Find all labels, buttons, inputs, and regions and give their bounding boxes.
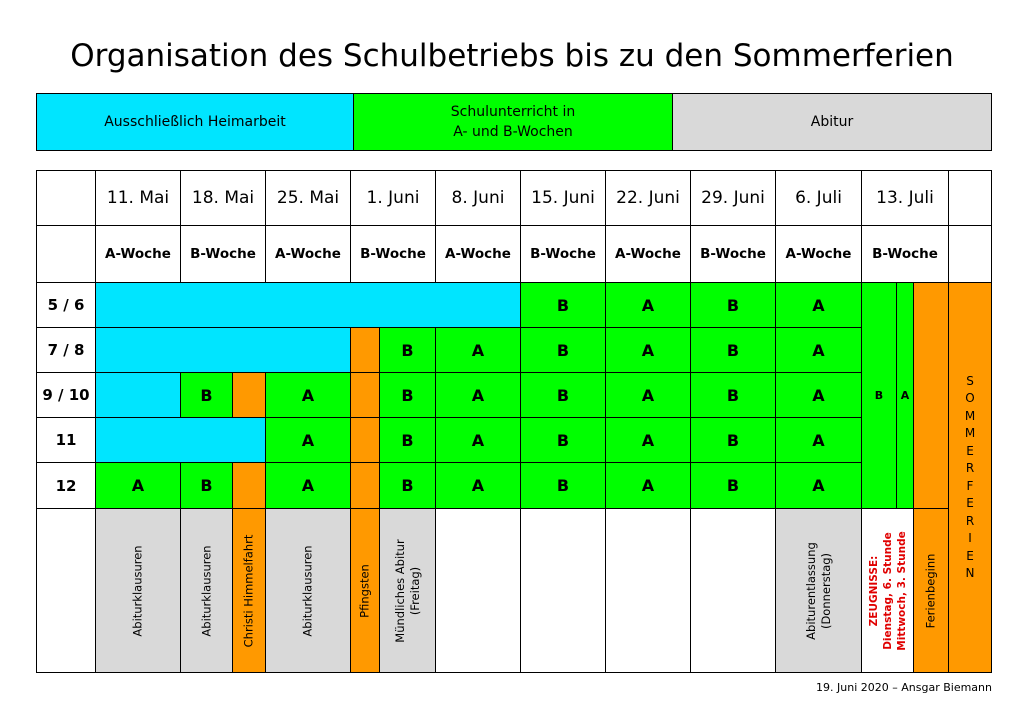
week-type: A-Woche bbox=[605, 225, 691, 283]
week-cell: A bbox=[95, 462, 181, 509]
note-cell bbox=[913, 508, 949, 673]
week-cell: A bbox=[265, 417, 351, 463]
legend-abitur: Abitur bbox=[672, 93, 992, 151]
legend-schulunterricht-line1: Schulunterricht in bbox=[450, 104, 576, 120]
week-date: 18. Mai bbox=[180, 170, 266, 226]
note-cell bbox=[379, 508, 436, 673]
page-title: Organisation des Schulbetriebs bis zu den Sommerferien bbox=[70, 38, 954, 74]
week-cell: A bbox=[775, 462, 862, 509]
week-cell: B bbox=[520, 282, 606, 328]
week-cell: B bbox=[690, 372, 776, 418]
sommerferien-letter: I bbox=[968, 531, 972, 545]
note-muendliches-line2: (Freitag) bbox=[407, 566, 422, 615]
heimarbeit-block bbox=[95, 327, 351, 373]
sommerferien-letter: F bbox=[966, 478, 974, 493]
note-pfingsten: Pfingsten bbox=[357, 563, 372, 618]
week-type: B-Woche bbox=[350, 225, 436, 283]
holiday-cell bbox=[350, 327, 380, 373]
week-date: 15. Juni bbox=[520, 170, 606, 226]
legend-schulunterricht-line2: A- und B-Wochen bbox=[453, 124, 573, 140]
legend bbox=[36, 93, 992, 153]
week-cell: B bbox=[690, 417, 776, 463]
grade-label: 11 bbox=[36, 417, 96, 463]
sommerferien-letter: N bbox=[965, 566, 975, 580]
week-cell: B bbox=[520, 327, 606, 373]
empty-note-cell bbox=[36, 508, 96, 673]
sommerferien-letter: E bbox=[966, 496, 974, 510]
legend-schulunterricht bbox=[353, 93, 673, 151]
week-type: B-Woche bbox=[180, 225, 266, 283]
note-abiturklausuren: Abiturklausuren bbox=[130, 544, 145, 637]
corner-cell bbox=[36, 225, 96, 283]
schedule-table bbox=[36, 170, 992, 673]
week-type: B-Woche bbox=[690, 225, 776, 283]
week-type: A-Woche bbox=[775, 225, 862, 283]
grade-label: 9 / 10 bbox=[36, 372, 96, 418]
note-cell-empty bbox=[435, 508, 521, 673]
week-type: A-Woche bbox=[95, 225, 181, 283]
week-cell: A bbox=[265, 462, 351, 509]
empty-header-cell bbox=[948, 170, 992, 226]
sommerferien-letter: E bbox=[966, 443, 974, 458]
week-cell: A bbox=[605, 327, 691, 373]
note-zeugnisse-line2: Dienstag, 6. Stunde bbox=[881, 531, 894, 650]
sommerferien-letter: M bbox=[964, 408, 976, 423]
heimarbeit-block bbox=[95, 372, 181, 418]
week-date: 8. Juni bbox=[435, 170, 521, 226]
week-cell: A bbox=[775, 282, 862, 328]
holiday-cell bbox=[350, 417, 380, 463]
sommerferien-letter: S bbox=[966, 373, 974, 388]
note-cell bbox=[232, 508, 266, 673]
week-type: B-Woche bbox=[861, 225, 949, 283]
week-cell: B bbox=[690, 282, 776, 328]
note-christi-himmelfahrt: Christi Himmelfahrt bbox=[241, 534, 256, 647]
week-cell: B bbox=[520, 372, 606, 418]
week-cell-merged: A bbox=[896, 282, 914, 509]
week-cell: B bbox=[520, 417, 606, 463]
legend-heimarbeit: Ausschließlich Heimarbeit bbox=[36, 93, 354, 151]
week-date: 29. Juni bbox=[690, 170, 776, 226]
note-cell bbox=[95, 508, 181, 673]
holiday-cell bbox=[232, 462, 266, 509]
note-cell bbox=[265, 508, 351, 673]
week-cell: B bbox=[379, 462, 436, 509]
sommerferien-letter: O bbox=[965, 391, 975, 405]
heimarbeit-block bbox=[95, 282, 521, 328]
grade-label: 7 / 8 bbox=[36, 327, 96, 373]
note-entlassung-line1: Abiturentlassung bbox=[803, 541, 818, 640]
week-cell: A bbox=[605, 417, 691, 463]
corner-cell bbox=[36, 170, 96, 226]
heimarbeit-block bbox=[95, 417, 266, 463]
note-cell bbox=[180, 508, 233, 673]
note-cell bbox=[861, 508, 914, 673]
week-cell: B bbox=[379, 372, 436, 418]
week-cell: B bbox=[520, 462, 606, 509]
sommerferien-letter: M bbox=[964, 426, 976, 440]
week-type: A-Woche bbox=[435, 225, 521, 283]
week-cell: A bbox=[605, 462, 691, 509]
week-cell-merged: B bbox=[861, 282, 897, 509]
week-type: A-Woche bbox=[265, 225, 351, 283]
holiday-cell bbox=[350, 462, 380, 509]
note-abiturklausuren: Abiturklausuren bbox=[300, 544, 315, 637]
note-zeugnisse-line3: Mittwoch, 3. Stunde bbox=[895, 530, 908, 651]
sommerferien-letter: R bbox=[965, 513, 975, 528]
week-date: 25. Mai bbox=[265, 170, 351, 226]
week-cell: A bbox=[265, 372, 351, 418]
week-cell: A bbox=[605, 372, 691, 418]
week-cell: B bbox=[180, 372, 233, 418]
note-cell bbox=[350, 508, 380, 673]
grade-label: 12 bbox=[36, 462, 96, 509]
note-cell-empty bbox=[605, 508, 691, 673]
note-cell-empty bbox=[520, 508, 606, 673]
note-abiturklausuren: Abiturklausuren bbox=[199, 544, 213, 637]
week-cell: A bbox=[605, 282, 691, 328]
week-cell: A bbox=[435, 372, 521, 418]
note-muendliches-abitur bbox=[393, 539, 423, 642]
note-entlassung-line2: (Donnerstag) bbox=[818, 552, 833, 629]
holiday-cell bbox=[232, 372, 266, 418]
week-cell: A bbox=[435, 327, 521, 373]
sommerferien-letter: R bbox=[965, 461, 975, 475]
note-cell bbox=[775, 508, 862, 673]
note-cell-empty bbox=[690, 508, 776, 673]
note-zeugnisse bbox=[867, 531, 909, 650]
week-date: 22. Juni bbox=[605, 170, 691, 226]
sommerferien-column bbox=[948, 282, 992, 673]
week-cell: A bbox=[435, 417, 521, 463]
week-cell: B bbox=[690, 462, 776, 509]
week-cell: A bbox=[775, 417, 862, 463]
note-zeugnisse-line1: ZEUGNISSE: bbox=[867, 555, 880, 626]
week-cell: A bbox=[775, 372, 862, 418]
week-cell: B bbox=[690, 327, 776, 373]
week-cell: B bbox=[180, 462, 233, 509]
week-cell: B bbox=[379, 417, 436, 463]
empty-header-cell bbox=[948, 225, 992, 283]
note-ferienbeginn: Ferienbeginn bbox=[923, 553, 938, 628]
week-cell: A bbox=[435, 462, 521, 509]
note-muendliches-line1: Mündliches Abitur bbox=[392, 538, 407, 643]
note-abiturentlassung bbox=[804, 542, 834, 640]
week-date: 6. Juli bbox=[775, 170, 862, 226]
week-date: 1. Juni bbox=[350, 170, 436, 226]
sommerferien-letter: E bbox=[966, 548, 974, 563]
week-cell: A bbox=[775, 327, 862, 373]
grade-label: 5 / 6 bbox=[36, 282, 96, 328]
week-type: B-Woche bbox=[520, 225, 606, 283]
week-date: 11. Mai bbox=[95, 170, 181, 226]
footer-credit: 19. Juni 2020 – Ansgar Biemann bbox=[816, 681, 992, 694]
week-cell: B bbox=[379, 327, 436, 373]
holiday-cell bbox=[913, 282, 949, 509]
holiday-cell bbox=[350, 372, 380, 418]
week-date: 13. Juli bbox=[861, 170, 949, 226]
